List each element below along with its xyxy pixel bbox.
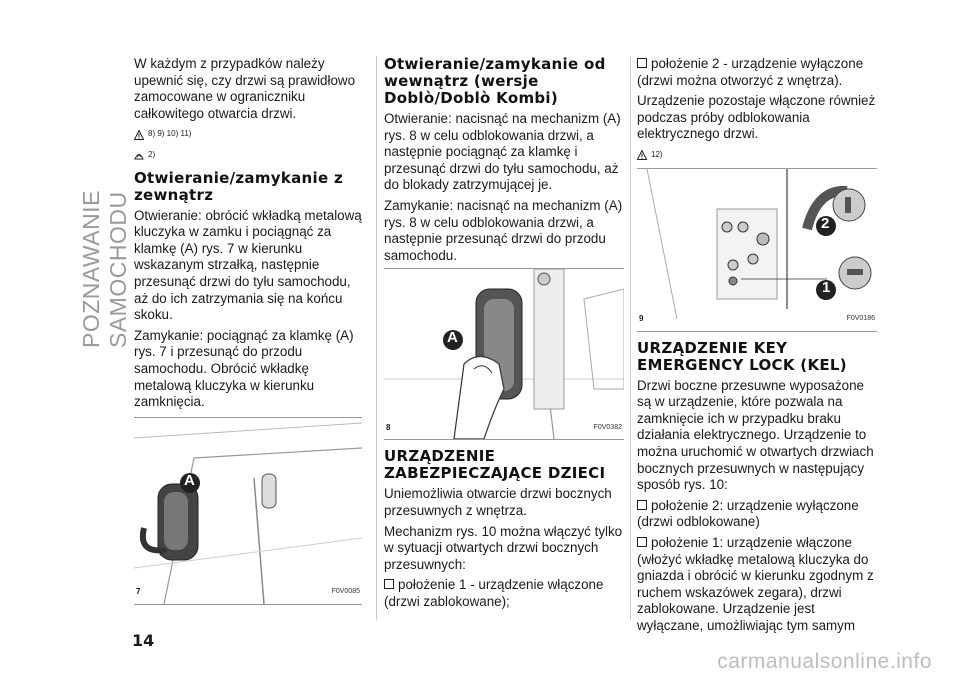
- position-1-text: położenie 1 - urządzenie włączone (drzwi zablokowane);: [384, 577, 604, 609]
- heading-child-lock: URZĄDZENIE ZABEZPIECZAJĄCE DZIECI: [384, 447, 606, 483]
- kel-paragraph: Drzwi boczne przesuwne wyposażone są w urządzenie, które pozwala na zamknięcie ich w przypadku braku działania elektrycznego. Urządzenie to można uruchomić w otwartych drzwiach bocznych przesuwnych w następujący sposób rys. 10:: [637, 377, 874, 493]
- bullet-icon: [637, 500, 647, 510]
- inside-closing-paragraph: Zamykanie: nacisnąć na mechanizm (A) rys. 8 w celu odblokowania drzwi, a następnie przesunąć drzwi do przodu samochodu.: [384, 197, 623, 263]
- figure-7-illustration: [134, 418, 362, 604]
- environment-icon: [134, 150, 144, 160]
- column-divider-1: [376, 56, 377, 620]
- column-3: [637, 56, 877, 638]
- figure-9-illustration: [637, 169, 877, 331]
- position-2-text: położenie 2 - urządzenie wyłączone (drzwi można otworzyć z wnętrza).: [637, 56, 864, 88]
- bullet-icon: [637, 537, 647, 547]
- kel-position-1-item: [637, 535, 877, 635]
- heading-inside: Otwieranie/zamykanie od wewnątrz (wersje Doblò/Doblò Kombi): [384, 55, 606, 107]
- opening-paragraph: Otwieranie: obrócić wkładką metalową kluczyka w zamku i pociągnąć za klamkę (A) rys. 7 w kierunku wskazanym strzałką, następnie przesunąć drzwi do tyłu samochodu, aż do ich zatrzymania się na końcu skoku.: [134, 207, 362, 323]
- figure-8-number: 8: [386, 422, 391, 432]
- figure-7-label: A: [184, 471, 195, 489]
- position-1-item: [384, 577, 624, 610]
- figure-9-number: 9: [639, 313, 644, 323]
- figure-8-label: A: [447, 329, 458, 347]
- warning-refs: [134, 126, 362, 143]
- note-refs: [134, 147, 362, 164]
- warning-icon: [134, 130, 144, 140]
- figure-8-code: F0V0382: [593, 423, 622, 431]
- column-2: [384, 56, 624, 615]
- inside-opening-paragraph: Otwieranie: nacisnąć na mechanizm (A) rys. 8 w celu odblokowania drzwi, a następnie pociągnąć za klamkę i przesunąć drzwi do tyłu samochodu, aż do blokady zatrzymującej je.: [384, 111, 621, 193]
- heading-outside: Otwieranie/zamykanie z zewnątrz: [134, 168, 343, 204]
- child-lock-paragraph: Uniemożliwia otwarcie drzwi bocznych przesuwnych z wnętrza.: [384, 486, 612, 518]
- figure-7-number: 7: [136, 587, 141, 597]
- note-ref-numbers: 2): [148, 149, 156, 159]
- kel-position-2-text: położenie 2: urządzenie wyłączone (drzwi odblokowane): [637, 497, 859, 530]
- figure-9-label-2: 2: [821, 214, 830, 232]
- position-2-item: [637, 56, 877, 89]
- footer-watermark: carmanualsonline.info: [717, 650, 932, 673]
- electric-unlock-paragraph: Urządzenie pozostaje włączone również podczas próby odblokowania elektrycznego drzwi.: [637, 93, 876, 142]
- figure-8: [384, 268, 624, 440]
- closing-paragraph: Zamykanie: pociągnąć za klamkę (A) rys. 7 i przesunąć do przodu samochodu. Obrócić wkładkę metalową kluczyka w kierunku zamknięcia.: [134, 327, 354, 410]
- warning-ref-numbers-2: 12): [651, 149, 663, 159]
- column-divider-2: [630, 56, 631, 620]
- bullet-icon: [637, 58, 647, 68]
- bullet-icon: [384, 579, 394, 589]
- figure-7: [134, 417, 362, 605]
- figure-9-label-1: 1: [822, 278, 831, 296]
- kel-position-2-item: [637, 498, 877, 531]
- figure-9: [637, 168, 877, 332]
- section-title: POZNAWANIE SAMOCHODU: [78, 190, 131, 348]
- figure-9-code: F0V0186: [846, 314, 875, 322]
- column-1: [134, 56, 362, 605]
- page-number: 14: [132, 631, 155, 650]
- child-lock-mechanism-paragraph: Mechanizm rys. 10 można włączyć tylko w sytuacji otwartych drzwi bocznych przesuwnych:: [384, 523, 623, 572]
- figure-8-illustration: [384, 269, 624, 439]
- intro-paragraph: W każdym z przypadków należy upewnić się, czy drzwi są prawidłowo zamocowane w ograniczniku całkowitego otwarcia drzwi.: [134, 56, 356, 121]
- heading-kel: URZĄDZENIE KEY EMERGENCY LOCK (KEL): [637, 338, 847, 374]
- figure-7-code: F0V0085: [331, 588, 360, 596]
- warning-ref-numbers: 8) 9) 10) 11): [148, 129, 192, 139]
- warning-refs-2: [637, 147, 877, 164]
- warning-icon: [637, 150, 647, 160]
- kel-position-1-text: położenie 1: urządzenie włączone (włożyć wkładkę metalową kluczyka do gniazda i obrócić w kierunku zgodnym z ruchem wskazówek zegara), drzwi zablokowane. Urządzenie jest wyłączane, umożliwiając tym samym: [637, 534, 874, 633]
